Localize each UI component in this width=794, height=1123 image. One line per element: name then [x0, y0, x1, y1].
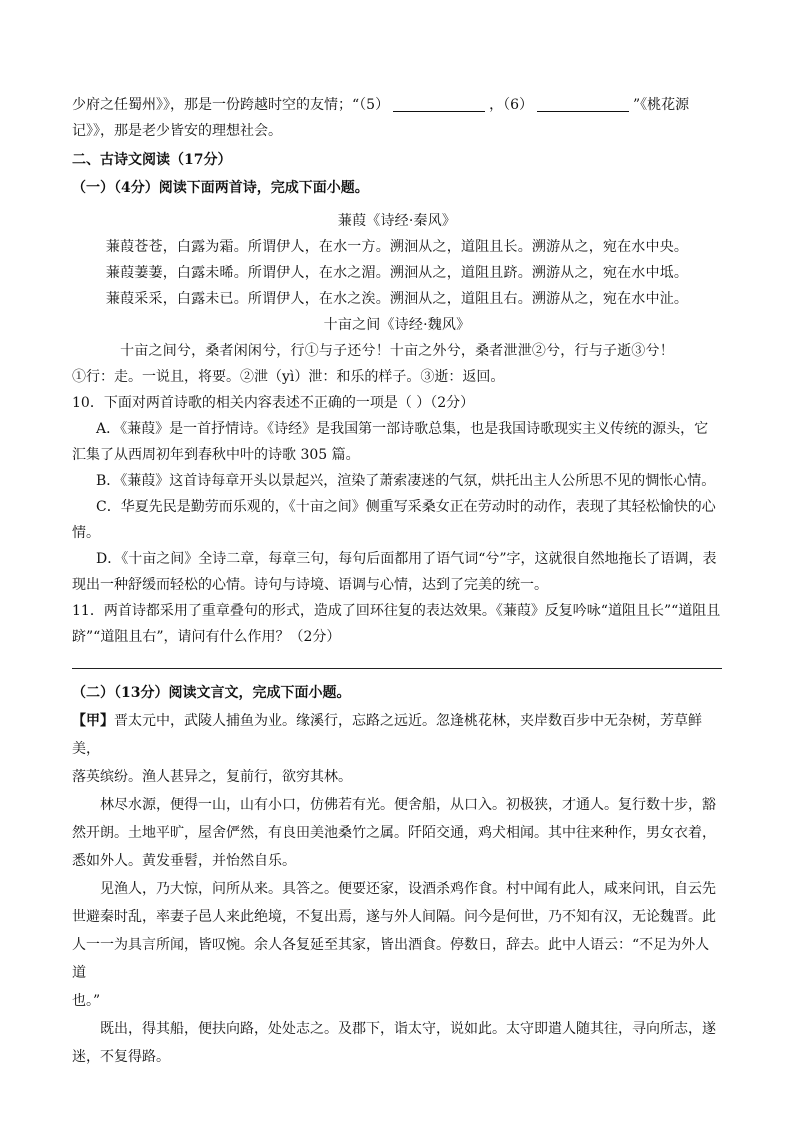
top-line-1-text-c: ”《桃花源 [633, 97, 690, 113]
question-10-option-d-line-2[interactable]: 现出一种舒缓而轻松的心情。诗句与诗境、语调与心情，达到了完美的统一。 [72, 577, 548, 593]
jia-paragraph-3-line-3: 人一一为具言所闻，皆叹惋。余人各复延至其家，皆出酒食。停数日，辞去。此中人语云：“不足为外人道 [72, 937, 710, 981]
question-11-line-1: 11．两首诗都采用了重章叠句的形式，造成了回环往复的表达效果。《蒹葭》反复吟咏“道阻且长”“道阻且 [72, 603, 721, 619]
top-line-1 [72, 92, 722, 118]
answer-divider-line [72, 668, 722, 669]
poem-2-line-1: 十亩之间兮，桑者闲闲兮，行①与子还兮！十亩之外兮，桑者泄泄②兮，行与子逝③兮！ [120, 343, 674, 359]
jia-paragraph-2-line-1: 林尽水源，便得一山，山有小口，仿佛若有光。便舍船，从口入。初极狭，才通人。复行数十步，豁 [100, 797, 716, 813]
poem-2-title: 十亩之间《诗经·魏风》 [323, 317, 471, 333]
jia-paragraph-1-line-1 [72, 707, 722, 763]
top-line-2: 记》》，那是老少皆安的理想社会。 [72, 123, 282, 139]
jia-label: 【甲】 [72, 713, 114, 729]
question-10-option-a-line-2[interactable]: 汇集了从西周初年到春秋中叶的诗歌 305 篇。 [72, 447, 360, 463]
question-10-option-b[interactable]: B．《蒹葭》这首诗每章开头以景起兴，渲染了萧索凄迷的气氛，烘托出主人公所思不见的惆怅心情。 [96, 473, 716, 489]
part-2-intro-text: （二）（13分）阅读文言文，完成下面小题。 [72, 685, 351, 701]
blank-6[interactable] [537, 95, 629, 112]
jia-paragraph-4-line-2: 迷，不复得路。 [72, 1049, 170, 1065]
poem-notes: ①行：走。一说且，将要。②泄（yì）泄：和乐的样子。③逝：返回。 [72, 369, 505, 385]
jia-paragraph-3-line-1: 见渔人，乃大惊，问所从来。具答之。便要还家，设酒杀鸡作食。村中闻有此人，咸来问讯，自云先 [100, 881, 716, 897]
question-10-option-a-line-1[interactable]: A．《蒹葭》是一首抒情诗。《诗经》是我国第一部诗歌总集，也是我国诗歌现实主义传统的源头，它 [96, 421, 709, 437]
jia-paragraph-1-line-2: 落英缤纷。渔人甚异之，复前行，欲穷其林。 [72, 769, 352, 785]
blank-5[interactable] [393, 95, 485, 112]
question-10-option-c-line-1[interactable]: C．华夏先民是勤劳而乐观的，《十亩之间》侧重写采桑女正在劳动时的动作，表现了其轻松愉快的心 [96, 499, 716, 515]
jia-paragraph-2-line-2: 然开朗。土地平旷，屋舍俨然，有良田美池桑竹之属。阡陌交通，鸡犬相闻。其中往来种作，男女衣着， [72, 825, 716, 841]
part-1-intro-text: （一）（4分）阅读下面两首诗，完成下面小题。 [72, 180, 369, 196]
question-11-line-2: 跻”“道阻且右”，请问有什么作用？（2分） [72, 629, 341, 645]
jia-paragraph-4-line-1: 既出，得其船，便扶向路，处处志之。及郡下，诣太守，说如此。太守即遣人随其往，寻向所志，遂 [100, 1021, 716, 1037]
poem-1-title: 蒹葭《诗经·秦风》 [337, 213, 457, 229]
poem-1-line-1: 蒹葭苍苍，白露为霜。所谓伊人，在水一方。溯洄从之，道阻且长。溯游从之，宛在水中央。 [105, 239, 689, 255]
section-2-title: 二、古诗文阅读（17分） [72, 152, 232, 168]
poem-1-line-2: 蒹葭萋萋，白露未晞。所谓伊人，在水之湄。溯洄从之，道阻且跻。溯游从之，宛在水中坻。 [105, 265, 689, 281]
jia-paragraph-3-line-4: 也。” [72, 993, 101, 1009]
jia-paragraph-3-line-2: 世避秦时乱，率妻子邑人来此绝境，不复出焉，遂与外人间隔。问今是何世，乃不知有汉，无论魏晋。此 [72, 909, 716, 925]
part-1-intro [72, 174, 722, 202]
jia-paragraph-1-text-a: 晋太元中，武陵人捕鱼为业。缘溪行，忘路之远近。忽逢桃花林，夹岸数百步中无杂树，芳草鲜美， [72, 713, 702, 757]
part-2-intro [72, 679, 722, 707]
question-10-option-c-line-2[interactable]: 情。 [72, 525, 100, 541]
jia-paragraph-2-line-3: 悉如外人。黄发垂髫，并怡然自乐。 [72, 853, 296, 869]
question-10: 10．下面对两首诗歌的相关内容表述不正确的一项是（ ）（2分） [72, 395, 475, 411]
top-line-1-text: 少府之任蜀州》》，那是一份跨越时空的友情；“（5） [72, 97, 390, 113]
poem-1-line-3: 蒹葭采采，白露未已。所谓伊人，在水之涘。溯洄从之，道阻且右。溯游从之，宛在水中沚。 [105, 291, 689, 307]
question-10-option-d-line-1[interactable]: D．《十亩之间》全诗二章，每章三句，每句后面都用了语气词“兮”字，这就很自然地拖长了语调，表 [96, 551, 717, 567]
content-area [72, 92, 722, 1071]
top-line-1-text-b: ，（6） [489, 97, 533, 113]
